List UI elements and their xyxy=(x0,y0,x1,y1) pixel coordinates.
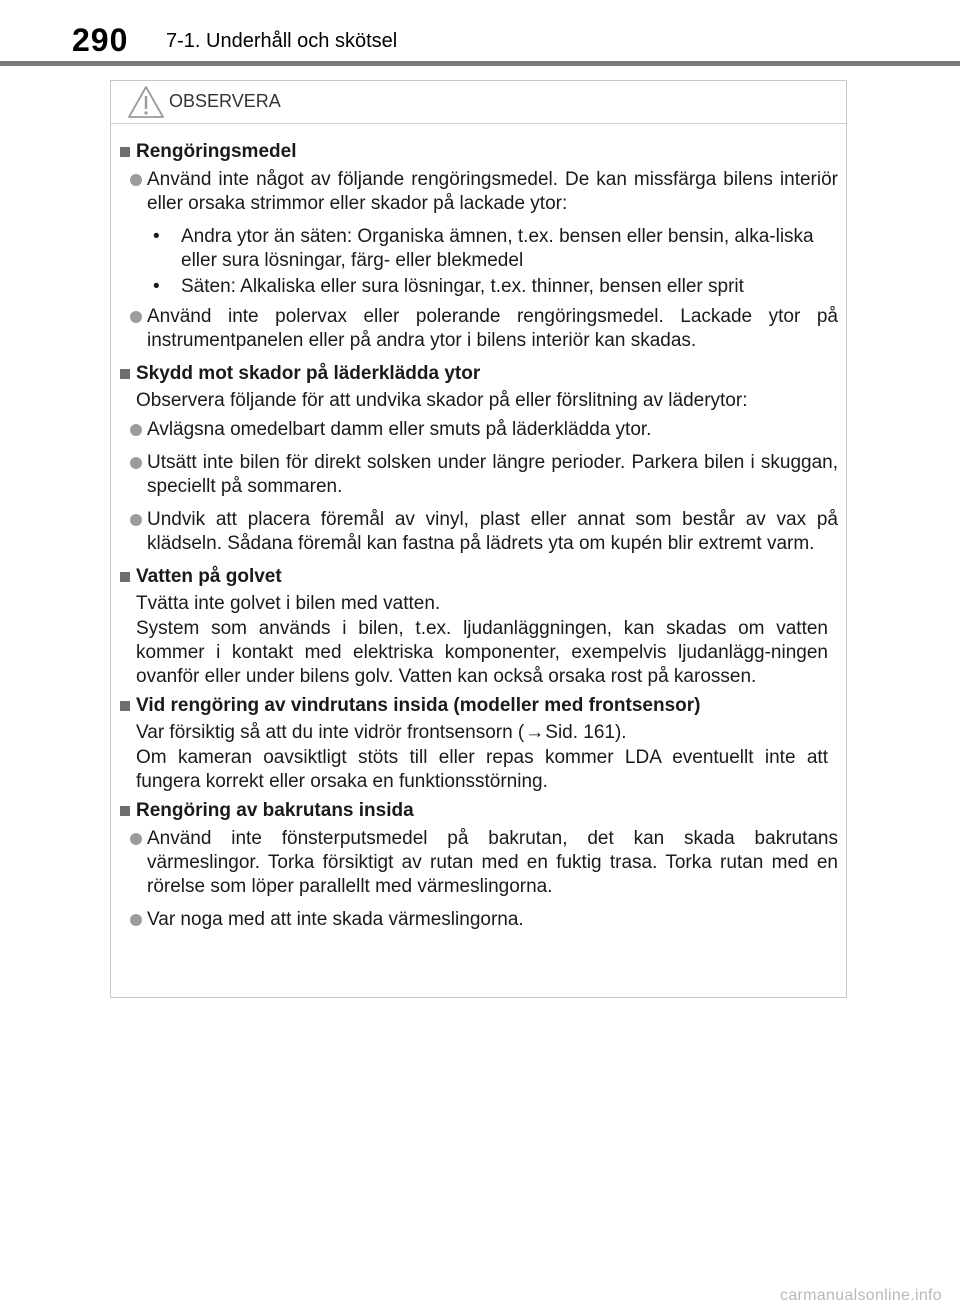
paragraph xyxy=(120,721,838,745)
paragraph: System som används i bilen, t.ex. ljudanläggningen, kan skadas om vatten kommer i kontakt med elektriska komponenter, exempelvis ljudanlägg-ningen ovanför eller under bilens golv. Vatten kan också orsaka rost på karossen. xyxy=(136,618,828,687)
bullet-item xyxy=(120,168,838,216)
chapter-title: 7-1. Underhåll och skötsel xyxy=(166,30,398,52)
section-square-icon xyxy=(120,806,130,816)
sub-list-text: Säten: Alkaliska eller sura lösningar, t.ex. thinner, bensen eller sprit xyxy=(181,276,744,297)
bullet-dot-icon xyxy=(130,311,142,323)
bullet-item xyxy=(120,418,838,442)
section-square-icon xyxy=(120,147,130,157)
section-title-text: Skydd mot skador på läderklädda ytor xyxy=(136,363,481,384)
sub-list-item xyxy=(120,275,838,299)
notice-label: OBSERVERA xyxy=(169,91,281,111)
bullet-dot-icon xyxy=(130,457,142,469)
bullet-item xyxy=(120,508,838,556)
paragraph: Tvätta inte golvet i bilen med vatten. xyxy=(136,593,441,614)
bullet-text: Använd inte fönsterputsmedel på bakrutan, det kan skada bakrutans värmeslingor. Torka försiktigt av rutan med en fuktig trasa. Torka rutan med en rörelse som löper parallellt med värmeslingorna. xyxy=(147,828,838,897)
paragraph-text: Var försiktig så att du inte vidrör frontsensorn ( xyxy=(136,722,525,743)
section-title-cleaners xyxy=(120,140,838,164)
watermark: carmanualsonline.info xyxy=(780,1287,942,1304)
paragraph: Om kameran oavsiktligt stöts till eller repas kommer LDA eventuellt inte att fungera korrekt eller orsaka en funktionsstörning. xyxy=(136,747,828,792)
paragraph: Observera följande för att undvika skador på eller förslitning av läderytor: xyxy=(136,390,748,411)
sub-bullet-icon: • xyxy=(153,276,160,297)
sub-list-text: Andra ytor än säten: Organiska ämnen, t.ex. bensen eller bensin, alka-liska eller sura lösningar, färg- eller blekmedel xyxy=(181,226,814,271)
section-title-leather xyxy=(120,362,838,386)
section-title-water xyxy=(120,565,838,589)
bullet-dot-icon xyxy=(130,174,142,186)
bullet-item xyxy=(120,305,838,353)
notice-box xyxy=(110,80,847,998)
page-reference-link[interactable]: Sid. 161). xyxy=(545,722,627,743)
warning-triangle-icon xyxy=(127,85,165,124)
section-square-icon xyxy=(120,369,130,379)
page-number: 290 xyxy=(72,22,129,58)
section-title-windshield xyxy=(120,694,838,718)
bullet-text: Undvik att placera föremål av vinyl, plast eller annat som består av vax på klädseln. Sådana föremål kan fastna på lädrets yta om kupén blir extremt varm. xyxy=(147,509,838,554)
section-title-text: Vatten på golvet xyxy=(136,566,282,587)
header-rule xyxy=(0,61,960,66)
sub-bullet-icon: • xyxy=(153,226,160,247)
bullet-dot-icon xyxy=(130,424,142,436)
notice-header xyxy=(111,81,846,124)
bullet-dot-icon xyxy=(130,914,142,926)
bullet-text: Avlägsna omedelbart damm eller smuts på läderklädda ytor. xyxy=(147,419,652,440)
bullet-text: Var noga med att inte skada värmeslingorna. xyxy=(147,909,524,930)
bullet-item xyxy=(120,908,838,932)
section-square-icon xyxy=(120,701,130,711)
section-title-rear-window xyxy=(120,799,838,823)
bullet-text: Utsätt inte bilen för direkt solsken under längre perioder. Parkera bilen i skuggan, speciellt på sommaren. xyxy=(147,452,838,497)
section-title-text: Vid rengöring av vindrutans insida (modeller med frontsensor) xyxy=(136,695,701,716)
section-square-icon xyxy=(120,572,130,582)
section-title-text: Rengöring av bakrutans insida xyxy=(136,800,414,821)
bullet-dot-icon xyxy=(130,514,142,526)
bullet-text: Använd inte polervax eller polerande rengöringsmedel. Lackade ytor på instrumentpanelen eller på andra ytor i bilens interiör kan skadas. xyxy=(147,306,838,351)
bullet-text: Använd inte något av följande rengöringsmedel. De kan missfärga bilens interiör eller orsaka strimmor eller skador på lackade ytor: xyxy=(147,169,838,214)
page-reference-arrow-icon: → xyxy=(525,722,545,743)
bullet-item xyxy=(120,827,838,899)
notice-body xyxy=(111,124,846,932)
section-title-text: Rengöringsmedel xyxy=(136,141,297,162)
bullet-item xyxy=(120,451,838,499)
sub-list-item xyxy=(120,225,838,273)
bullet-dot-icon xyxy=(130,833,142,845)
